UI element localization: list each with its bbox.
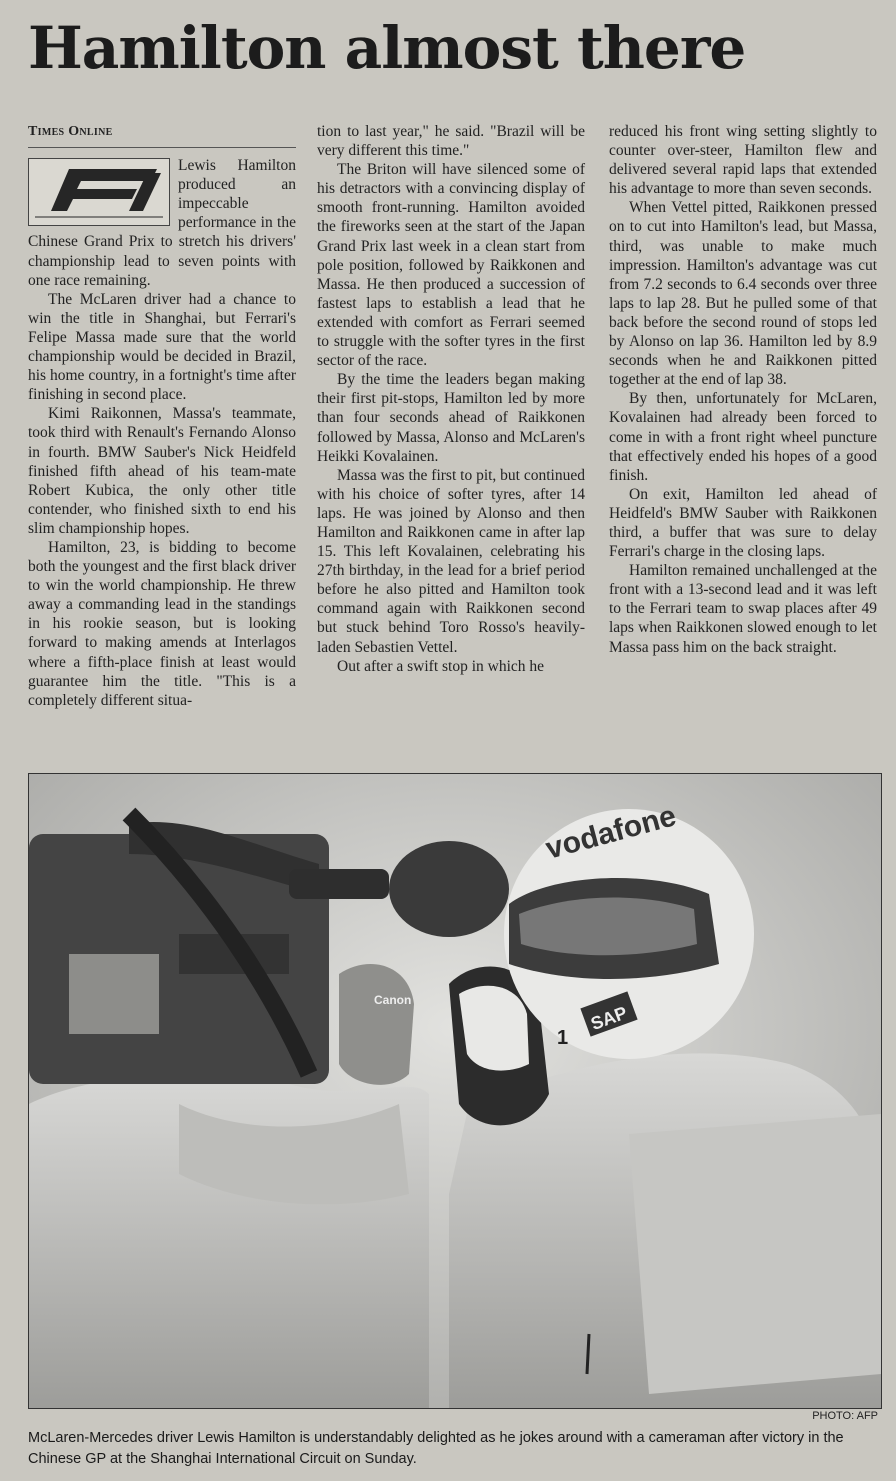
- paragraph: When Vettel pitted, Raikkonen pressed on to cut into Hamilton's lead, but Massa, third, was unable to make much impression. Hamilton's advantage was cut from 7.2 seconds to 6.4 seconds over three laps to lap 28. But he pulled some of that back before the second round of stops led by Alonso on lap 36. Hamilton led by 8.9 seconds when he and Raikkonen pitted together at the end of lap 38.: [609, 199, 877, 389]
- article-column-3: [609, 122, 877, 657]
- camera-brand: Canon: [374, 993, 412, 1007]
- photo-credit: PHOTO: AFP: [812, 1410, 878, 1422]
- paragraph: Kimi Raikonnen, Massa's teammate, took third with Renault's Fernando Alonso in fourth. BMW Sauber's Nick Heidfeld finished fifth ahead of his team-mate Robert Kubica, the only other title contender, who finished sixth to end his slim championship hopes.: [28, 405, 296, 537]
- paragraph: The Briton will have silenced some of his detractors with a convincing display of smooth front-running. Hamilton avoided the fireworks seen at the start of the Japan Grand Prix last week in a clean start from pole position, followed by Raikkonen and Massa. He then produced a succession of fastest laps to establish a lead that he extended with comfort as Ferrari seemed to struggle with the softer tyres in the first sector of the race.: [317, 161, 585, 370]
- paragraph: tion to last year," he said. "Brazil will be very different this time.": [317, 123, 585, 160]
- paragraph: By then, unfortunately for McLaren, Kovalainen had already been forced to come in with a front right wheel puncture that effectively ended his hopes of a good finish.: [609, 390, 877, 484]
- helmet-badge: SAP: [588, 1002, 630, 1034]
- paragraph: Massa was the first to pit, but continued with his choice of softer tyres, after 14 laps. He was joined by Alonso and then Hamilton and Raikkonen came in after lap 15. This left Kovalainen, celebrating his 27th birthday, in the lead for a brief period before he also pitted and Hamilton took command again with Raikkonen second but stuck behind Toro Rosso's heavily-laden Sebastien Vettel.: [317, 466, 585, 656]
- paragraph: Hamilton, 23, is bidding to become both the youngest and the first black driver to win the world championship. He threw away a commanding lead in the standings in his rookie season, but is looking forward to making amends at Interlagos where a fifth-place finish at least would guarantee him the title. "This is a completely different situa-: [28, 538, 296, 709]
- paragraph: By the time the leaders began making their first pit-stops, Hamilton led by more than four seconds ahead of Raikkonen followed by Massa, Alonso and McLaren's Heikki Kovalainen.: [317, 371, 585, 465]
- helmet-sponsor-text: vodafone: [542, 799, 680, 866]
- paragraph: The McLaren driver had a chance to win the title in Shanghai, but Ferrari's Felipe Massa made sure that the world championship would be decided in Brazil, his home country, in a fortnight's time after finishing in second place.: [28, 290, 296, 404]
- paragraph: On exit, Hamilton led ahead of Heidfeld's BMW Sauber with Raikkonen third, a buffer that was sure to delay Ferrari's charge in the closing laps.: [609, 485, 877, 561]
- helmet-number: 1: [557, 1027, 569, 1049]
- article-column-1: [28, 122, 296, 710]
- formula-1-logo-icon: [28, 158, 170, 226]
- photo-caption: McLaren-Mercedes driver Lewis Hamilton is understandably delighted as he jokes around with a cameraman after victory in the Chinese GP at the Shanghai International Circuit on Sunday.: [28, 1430, 844, 1467]
- paragraph: reduced his front wing setting slightly to counter over-steer, Hamilton flew and delivered several rapid laps that extended his advantage to more than seven seconds.: [609, 123, 877, 198]
- byline: Times Online: [28, 122, 296, 148]
- article-column-2: [317, 122, 585, 676]
- paragraph: Out after a swift stop in which he: [337, 657, 545, 675]
- paragraph: Hamilton remained unchallenged at the front with a 13-second lead and it was left to the Ferrari team to swap places after 49 laps when Raikkonen slowed enough to let Massa pass him on the back straight.: [609, 562, 877, 656]
- headline: Hamilton almost there: [28, 14, 746, 82]
- news-photo: [28, 773, 882, 1409]
- paragraph: Lewis Hamilton produced an impeccable performance in the Chinese Grand Prix to stretch his drivers' championship lead to seven points with one race remaining.: [28, 157, 296, 289]
